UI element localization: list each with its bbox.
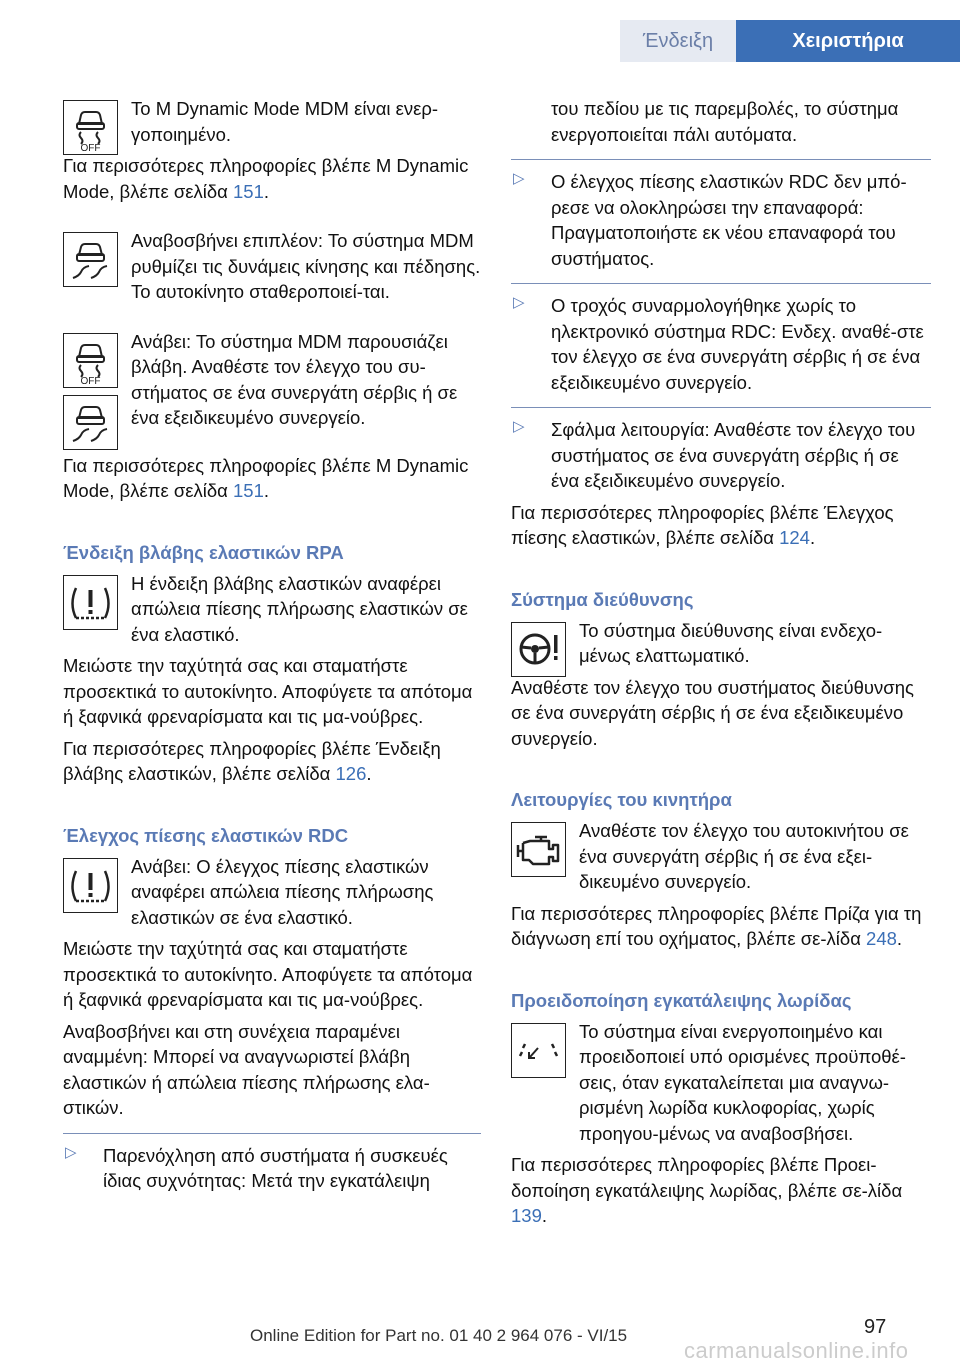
lane-block bbox=[511, 1019, 931, 1147]
rdc-heading: Έλεγχος πίεσης ελαστικών RDC bbox=[63, 824, 349, 846]
car-skid-icon-2 bbox=[63, 395, 118, 450]
header-section-tab[interactable]: Ένδειξη bbox=[620, 20, 736, 62]
lane-heading: Προειδοποίηση εγκατάλειψης λωρίδας bbox=[511, 989, 852, 1011]
check-engine-icon bbox=[511, 822, 566, 877]
bullet-triangle-icon: ▷ bbox=[513, 418, 525, 435]
svg-text:OFF: OFF bbox=[80, 375, 101, 387]
rpa-heading: Ένδειξη βλάβης ελαστικών RPA bbox=[63, 541, 344, 563]
link-page-139[interactable]: 139 bbox=[511, 1205, 542, 1226]
lane-departure-icon bbox=[511, 1023, 566, 1078]
mdm-more-info: Για περισσότερες πληροφορίες βλέπε M Dynamic Mode, βλέπε σελίδα 151. bbox=[63, 155, 469, 202]
mdm-fault-more-info: Για περισσότερες πληροφορίες βλέπε M Dynamic Mode, βλέπε σελίδα 151. bbox=[63, 454, 469, 501]
bullet-triangle-icon: ▷ bbox=[513, 294, 525, 311]
engine-heading: Λειτουργίες του κινητήρα bbox=[511, 789, 732, 810]
rdc-bullet-1: ▷ Παρενόχληση από συστήματα ή συσκευές ίδιας συχνότητας: Μετά την εγκατάλειψη bbox=[63, 1133, 481, 1194]
rpa-text: Η ένδειξη βλάβης ελαστικών αναφέρει απώλεια πίεσης πλήρωσης ελαστικών σε ένα ελαστικό. bbox=[131, 572, 468, 645]
rdc-bullet-3: ▷ Ο τροχός συναρμολογήθηκε χωρίς το ηλεκτρονικό σύστημα RDC: Ενδεχ. αναθέ-στε τον έλεγχο σε ένα συνεργάτη σέρβις ή σε ένα εξειδικευμένο συνεργείο. bbox=[511, 283, 931, 395]
watermark: carmanualsonline.info bbox=[684, 1338, 909, 1363]
rdc-more-info: Για περισσότερες πληροφορίες βλέπε Έλεγχος πίεσης ελαστικών, βλέπε σελίδα 124. bbox=[511, 501, 894, 548]
rdc-blink-text: Αναβοσβήνει και στη συνέχεια παραμένει αναμμένη: Μπορεί να αναγνωριστεί βλάβη ελαστικών ή απώλεια πίεσης πλήρωσης ελα-στικών. bbox=[63, 1020, 430, 1118]
steering-wheel-warning-icon bbox=[511, 622, 566, 677]
engine-block bbox=[511, 818, 931, 895]
rdc-action: Μειώστε την ταχύτητά σας και σταματήστε προσεκτικά το αυτοκίνητο. Αποφύγετε τα απότομα ή ξαφνικά φρεναρίσματα και τις μα-νούβρες. bbox=[63, 938, 473, 1010]
right-column bbox=[511, 96, 931, 1229]
left-column bbox=[63, 96, 481, 1194]
steering-heading: Σύστημα διεύθυνσης bbox=[511, 588, 694, 610]
rdc-bullet-4: ▷ Σφάλμα λειτουργία: Αναθέστε τον έλεγχο του συστήματος σε ένα συνεργάτη σέρβις ή σε ένα εξειδικευμένο συνεργείο. bbox=[511, 407, 931, 494]
rdc-text: Ανάβει: Ο έλεγχος πίεσης ελαστικών αναφέρει απώλεια πίεσης πλήρωσης ελαστικών σε ένα ελαστικό. bbox=[131, 855, 434, 928]
rpa-action: Μειώστε την ταχύτητά σας και σταματήστε προσεκτικά το αυτοκίνητο. Αποφύγετε τα απότομα ή ξαφνικά φρεναρίσματα και τις μα-νούβρες. bbox=[63, 655, 473, 727]
lane-text: Το σύστημα είναι ενεργοποιημένο και προειδοποιεί υπό ορισμένες προϋποθέ-σεις, όταν εγκαταλείπεται μια αναγνω-ρισμένη λωρίδα κυκλοφορίας, χωρίς προηγου-μένως να αναβοσβήσει. bbox=[579, 1020, 906, 1144]
tire-pressure-warning-icon-2 bbox=[63, 858, 118, 913]
rdc-bullet-1-cont: του πεδίου με τις παρεμβολές, το σύστημα ενεργοποιείται πάλι αυτόματα. bbox=[551, 98, 899, 145]
mdm-fault-text: Ανάβει: Το σύστημα MDM παρουσιάζει βλάβη. Αναθέστε τον έλεγχο του συ-στήματος σε ένα συνεργάτη σέρβις ή σε ένα εξειδικευμένο συνεργείο. bbox=[131, 330, 458, 428]
rdc-block bbox=[63, 854, 481, 931]
edition-text: Online Edition for Part no. 01 40 2 964 076 - VI/15 bbox=[250, 1326, 628, 1345]
steering-text: Το σύστημα διεύθυνσης είναι ενδεχο-μένως ελαττωματικό. bbox=[579, 619, 883, 666]
rpa-more-info: Για περισσότερες πληροφορίες βλέπε Ένδειξη βλάβης ελαστικών, βλέπε σελίδα 126. bbox=[63, 737, 441, 784]
tire-pressure-warning-icon bbox=[63, 575, 118, 630]
link-page-151-b[interactable]: 151 bbox=[233, 480, 264, 501]
engine-text: Αναθέστε τον έλεγχο του αυτοκινήτου σε ένα συνεργάτη σέρβις ή σε ένα εξει-δικευμένο συνεργείο. bbox=[579, 820, 909, 892]
page-header bbox=[0, 0, 960, 62]
steering-block bbox=[511, 618, 931, 669]
header-chapter-tab[interactable]: Χειριστήρια bbox=[736, 20, 960, 62]
mdm-block-3 bbox=[63, 329, 481, 453]
mdm-active-text: Το M Dynamic Mode MDM είναι ενερ-γοποιημένο. bbox=[131, 98, 439, 145]
link-page-151-a[interactable]: 151 bbox=[233, 180, 264, 202]
mdm-block-1 bbox=[63, 96, 481, 153]
mdm-blink-text: Αναβοσβήνει επιπλέον: Το σύστημα MDM ρυθμίζει τις δυνάμεις κίνησης και πέδησης. Το αυτοκίνητο σταθεροποιεί-ται. bbox=[131, 230, 481, 302]
bullet-triangle-icon: ▷ bbox=[65, 1143, 77, 1161]
page-number: 97 bbox=[864, 1316, 887, 1338]
car-skid-icon bbox=[63, 232, 118, 287]
rdc-bullet-2: ▷ Ο έλεγχος πίεσης ελαστικών RDC δεν μπό-ρεσε να ολοκληρώσει την επαναφορά: Πραγματοποιήστε εκ νέου επαναφορά του συστήματος. bbox=[511, 159, 931, 271]
steering-action: Αναθέστε τον έλεγχο του συστήματος διεύθυνσης σε ένα συνεργάτη σέρβις ή σε ένα εξειδικευμένο συνεργείο. bbox=[511, 676, 914, 749]
dsc-off-icon bbox=[63, 100, 118, 155]
dsc-off-icon-2 bbox=[63, 333, 118, 388]
page-footer bbox=[0, 1316, 960, 1362]
link-page-248[interactable]: 248 bbox=[866, 928, 897, 949]
engine-more-info: Για περισσότερες πληροφορίες βλέπε Πρίζα για τη διάγνωση επί του οχήματος, βλέπε σε-λίδα 248. bbox=[511, 902, 922, 949]
mdm-block-2 bbox=[63, 228, 481, 305]
rpa-block bbox=[63, 571, 481, 648]
bullet-triangle-icon: ▷ bbox=[513, 170, 525, 187]
svg-text:OFF: OFF bbox=[80, 143, 101, 154]
link-page-126[interactable]: 126 bbox=[335, 763, 367, 784]
lane-more-info: Για περισσότερες πληροφορίες βλέπε Προει-δοποίηση εγκατάλειψης λωρίδας, βλέπε σε-λίδα 139. bbox=[511, 1154, 903, 1226]
link-page-124[interactable]: 124 bbox=[779, 527, 810, 548]
